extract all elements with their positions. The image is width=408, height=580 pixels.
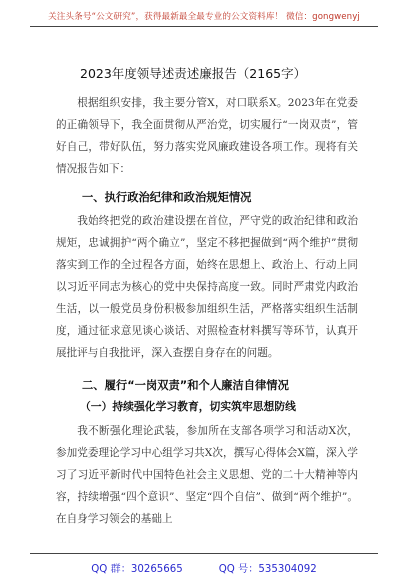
footer-divider (30, 553, 378, 554)
header-divider (30, 26, 378, 27)
section1-heading: 一、执行政治纪律和政治规矩情况 (82, 191, 252, 204)
promo-header: 关注头条号“公文研究”，获得最新最全最专业的公文资料库！ 微信：gongwenyj (48, 12, 360, 22)
contact-footer (0, 560, 408, 575)
qq-number-text: QQ 号：535304092 (218, 564, 317, 575)
document-title: 2023年度领导述责述廉报告（2165字） (80, 66, 307, 81)
intro-paragraph: 根据组织安排，我主要分管X，对口联系X。2023年在党委的正确领导下，我全面贯彻从严治党，切实履行“一岗双责”，管好自己，带好队伍，努力落实党风廉政建设各项工作。现将有关情况报告如下： (56, 97, 358, 175)
qq-group-text: QQ 群：30265665 (91, 564, 183, 575)
section2-paragraph: 我不断强化理论武装，参加所在支部各项学习和活动X次，参加党委理论学习中心组学习共X次，撰写心得体会X篇，深入学习了习近平新时代中国特色社会主义思想、党的二十大精神等内容，持续增强“四个意识”、坚定“四个自信”、做到“两个维护”。在自身学习领会的基础上 (56, 425, 358, 525)
section2-subheading: （一）持续强化学习教育，切实筑牢思想防线 (80, 400, 296, 413)
section2-heading: 二、履行“一岗双责”和个人廉洁自律情况 (82, 379, 289, 392)
section1-paragraph: 我始终把党的政治建设摆在首位，严守党的政治纪律和政治规矩，忠诚拥护“两个确立”，坚定不移把握做到“两个维护”贯彻落实到工作的全过程各方面，始终在思想上、政治上、行动上同以习近平同志为核心的党中央保持高度一致。同时严肃党内政治生活，以一般党员身份积极参加组织生活，严格落实组织生活制度，通过征求意见谈心谈话、对照检查材料撰写等环节，认真开展批评与自我批评，深入查摆自身存在的问题。 (56, 215, 358, 359)
